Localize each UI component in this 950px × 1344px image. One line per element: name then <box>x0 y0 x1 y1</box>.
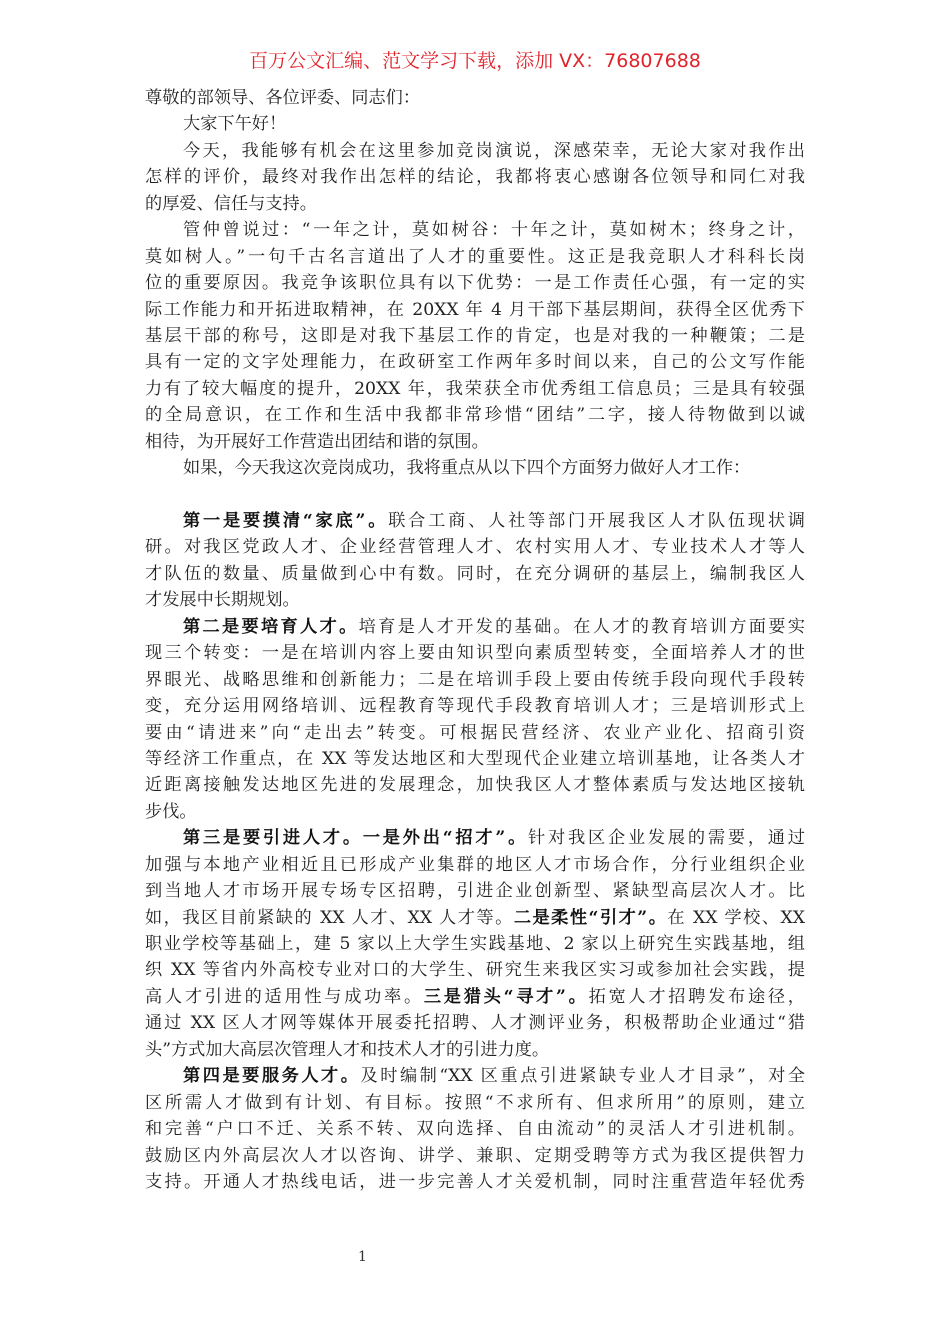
body-text: 在 XX 学校、XX <box>667 907 806 928</box>
text-line <box>145 270 805 296</box>
body-text: 如，我区目前紧缺的 XX 人才、XX 人才等。 <box>145 907 514 928</box>
body-text: 际工作能力和开拓进取精神，在 20XX 年 4 月干部下基层期间，获得全区优秀下 <box>145 299 805 320</box>
body-text: 通过 XX 区人才网等媒体开展委托招聘、人才测评业务，积极帮助企业通过“猎 <box>145 1013 805 1034</box>
text-line <box>145 1116 805 1142</box>
text-line <box>145 931 805 957</box>
body-text: 位的重要原因。我竞争该职位具有以下优势：一是工作责任心强，有一定的实 <box>145 273 805 294</box>
body-text: 的全局意识，在工作和生活中我都非常珍惜“团结”二字，接人待物做到以诚 <box>145 405 805 426</box>
body-text: 莫如树人。”一句千古名言道出了人才的重要性。这正是我竞职人才科科长岗 <box>145 246 805 267</box>
body-text: 拓宽人才招聘发布途径， <box>588 986 805 1007</box>
body-text: 加强与本地产业相近且已形成产业集群的地区人才市场合作，分行业组织企业 <box>145 854 805 875</box>
text-line <box>145 746 805 772</box>
bold-heading-text: 第二是要培育人才。 <box>183 616 359 637</box>
text-line <box>145 1063 805 1089</box>
text-line <box>145 667 805 693</box>
text-line <box>145 614 805 640</box>
text-line <box>145 244 805 270</box>
text-line <box>145 957 805 983</box>
text-line <box>145 349 805 375</box>
text-line <box>145 640 805 666</box>
text-line <box>145 217 805 243</box>
text-line <box>145 323 805 349</box>
text-line <box>145 164 805 190</box>
body-text: 区所需人才做到有计划、有目标。按照“不求所有、但求所用”的原则，建立 <box>145 1092 805 1113</box>
text-line <box>145 191 805 217</box>
body-text: 界眼光、战略思维和创新能力；二是在培训手段上要由传统手段向现代手段转 <box>145 669 805 690</box>
body-text: 织 XX 等省内外高校专业对口的大学生、研究生来我区实习或参加社会实践，提 <box>145 960 805 981</box>
body-text: 支持。开通人才热线电话，进一步完善人才关爱机制，同时注重营造年轻优秀 <box>145 1171 805 1192</box>
page-number: 1 <box>358 1249 367 1265</box>
text-line <box>145 772 805 798</box>
body-text: 头”方式加大高层次管理人才和技术人才的引进力度。 <box>145 1039 550 1060</box>
text-line <box>145 720 805 746</box>
body-text: 和完善“户口不迁、关系不转、双向选择、自由流动”的灵活人才引进机制。 <box>145 1119 805 1140</box>
body-text: 高人才引进的适用性与成功率。 <box>145 986 424 1007</box>
paragraph <box>145 508 805 614</box>
body-text: 具有一定的文字处理能力，在政研室工作两年多时间以来，自己的公文写作能 <box>145 352 805 373</box>
text-line <box>145 852 805 878</box>
body-text: 研。对我区党政人才、企业经营管理人才、农村实用人才、专业技术人才等人 <box>145 537 805 558</box>
bold-heading-text: 二是柔性“引才”。 <box>513 907 668 928</box>
body-text: 近距离接触发达地区先进的发展理念，加快我区人才整体素质与发达地区接轨 <box>145 775 805 796</box>
text-line <box>145 693 805 719</box>
document-body <box>145 85 805 1195</box>
body-text: 联合工商、人社等部门开展我区人才队伍现状调 <box>388 511 805 531</box>
body-text: 相待，为开展好工作营造出团结和谐的氛围。 <box>145 431 489 452</box>
body-text: 力有了较大幅度的提升，20XX 年，我荣获全市优秀组工信息员；三是具有较强 <box>145 378 805 399</box>
text-line <box>145 297 805 323</box>
body-text: 培育是人才开发的基础。在人才的教育培训方面要实 <box>358 616 805 637</box>
body-text: 要由“请进来”向“走出去”转变。可根据民营经济、农业产业化、招商引资 <box>145 722 805 743</box>
text-line <box>145 85 805 111</box>
text-line <box>145 1169 805 1195</box>
paragraph <box>145 825 805 1063</box>
body-text: 的厚爱、信任与支持。 <box>145 193 317 214</box>
bold-heading-text: 第三是要引进人才。一是外出“招才”。 <box>183 828 529 849</box>
body-text: 才发展中长期规划。 <box>145 590 300 611</box>
text-line <box>145 587 805 613</box>
body-text: 尊敬的部领导、各位评委、同志们： <box>145 88 421 108</box>
text-line <box>145 561 805 587</box>
text-line <box>145 905 805 931</box>
body-text: 到当地人才市场开展专场专区招聘，引进企业创新型、紧缺型高层次人才。比 <box>145 881 805 902</box>
paragraph <box>145 217 805 455</box>
body-text: 今天，我能够有机会在这里参加竞岗演说，深感荣幸，无论大家对我作出 <box>183 140 805 161</box>
body-text: 鼓励区内外高层次人才以咨询、讲学、兼职、定期受聘等方式为我区提供智力 <box>145 1145 805 1166</box>
text-line <box>145 429 805 455</box>
text-line <box>145 534 805 560</box>
bold-heading-text: 三是猎头“寻才”。 <box>423 986 589 1007</box>
body-text: 才队伍的数量、质量做到心中有数。同时，在充分调研的基层上，编制我区人 <box>145 563 805 584</box>
text-line <box>145 878 805 904</box>
text-line <box>145 138 805 164</box>
body-text: 管仲曾说过：“一年之计，莫如树谷：十年之计，莫如树木；终身之计， <box>183 220 805 241</box>
blank-line <box>145 482 805 508</box>
text-line <box>145 1090 805 1116</box>
body-text: 步伐。 <box>145 801 197 822</box>
body-text: 职业学校等基础上，建 5 家以上大学生实践基地、2 家以上研究生实践基地，组 <box>145 934 805 954</box>
text-line <box>145 1143 805 1169</box>
body-text: 及时编制“XX 区重点引进紧缺专业人才目录”，对全 <box>360 1066 805 1087</box>
text-line <box>145 984 805 1010</box>
watermark-header: 百万公文汇编、范文学习下载，添加 VX：76807688 <box>249 50 701 72</box>
paragraph <box>145 614 805 826</box>
text-line <box>145 402 805 428</box>
paragraph <box>145 455 805 481</box>
paragraph <box>145 138 805 217</box>
body-text: 怎样的评价，最终对我作出怎样的结论，我都将衷心感谢各位领导和同仁对我 <box>145 167 805 188</box>
text-line <box>145 376 805 402</box>
bold-heading-text: 第四是要服务人才。 <box>183 1066 361 1087</box>
paragraph <box>145 85 805 111</box>
text-line <box>145 1010 805 1036</box>
body-text: 等经济工作重点，在 XX 等发达地区和大型现代企业建立培训基地，让各类人才 <box>145 748 805 769</box>
bold-heading-text: 第一是要摸清“家底”。 <box>183 511 389 531</box>
text-line <box>145 799 805 825</box>
text-line <box>145 508 805 534</box>
body-text: 如果，今天我这次竞岗成功，我将重点从以下四个方面努力做好人才工作： <box>183 458 751 479</box>
paragraph <box>145 1063 805 1195</box>
text-line <box>145 111 805 137</box>
text-line <box>145 455 805 481</box>
body-text: 基层干部的称号，这即是对我下基层工作的肯定，也是对我的一种鞭策；二是 <box>145 325 805 346</box>
body-text: 现三个转变：一是在培训内容上要由知识型向素质型转变，全面培养人才的世 <box>145 643 805 664</box>
paragraph <box>145 111 805 137</box>
body-text: 针对我区企业发展的需要，通过 <box>528 828 805 849</box>
text-line <box>145 1037 805 1063</box>
text-line <box>145 825 805 851</box>
body-text: 大家下午好！ <box>183 114 287 135</box>
body-text: 变，充分运用网络培训、远程教育等现代手段教育培训人才；三是培训形式上 <box>145 696 805 717</box>
